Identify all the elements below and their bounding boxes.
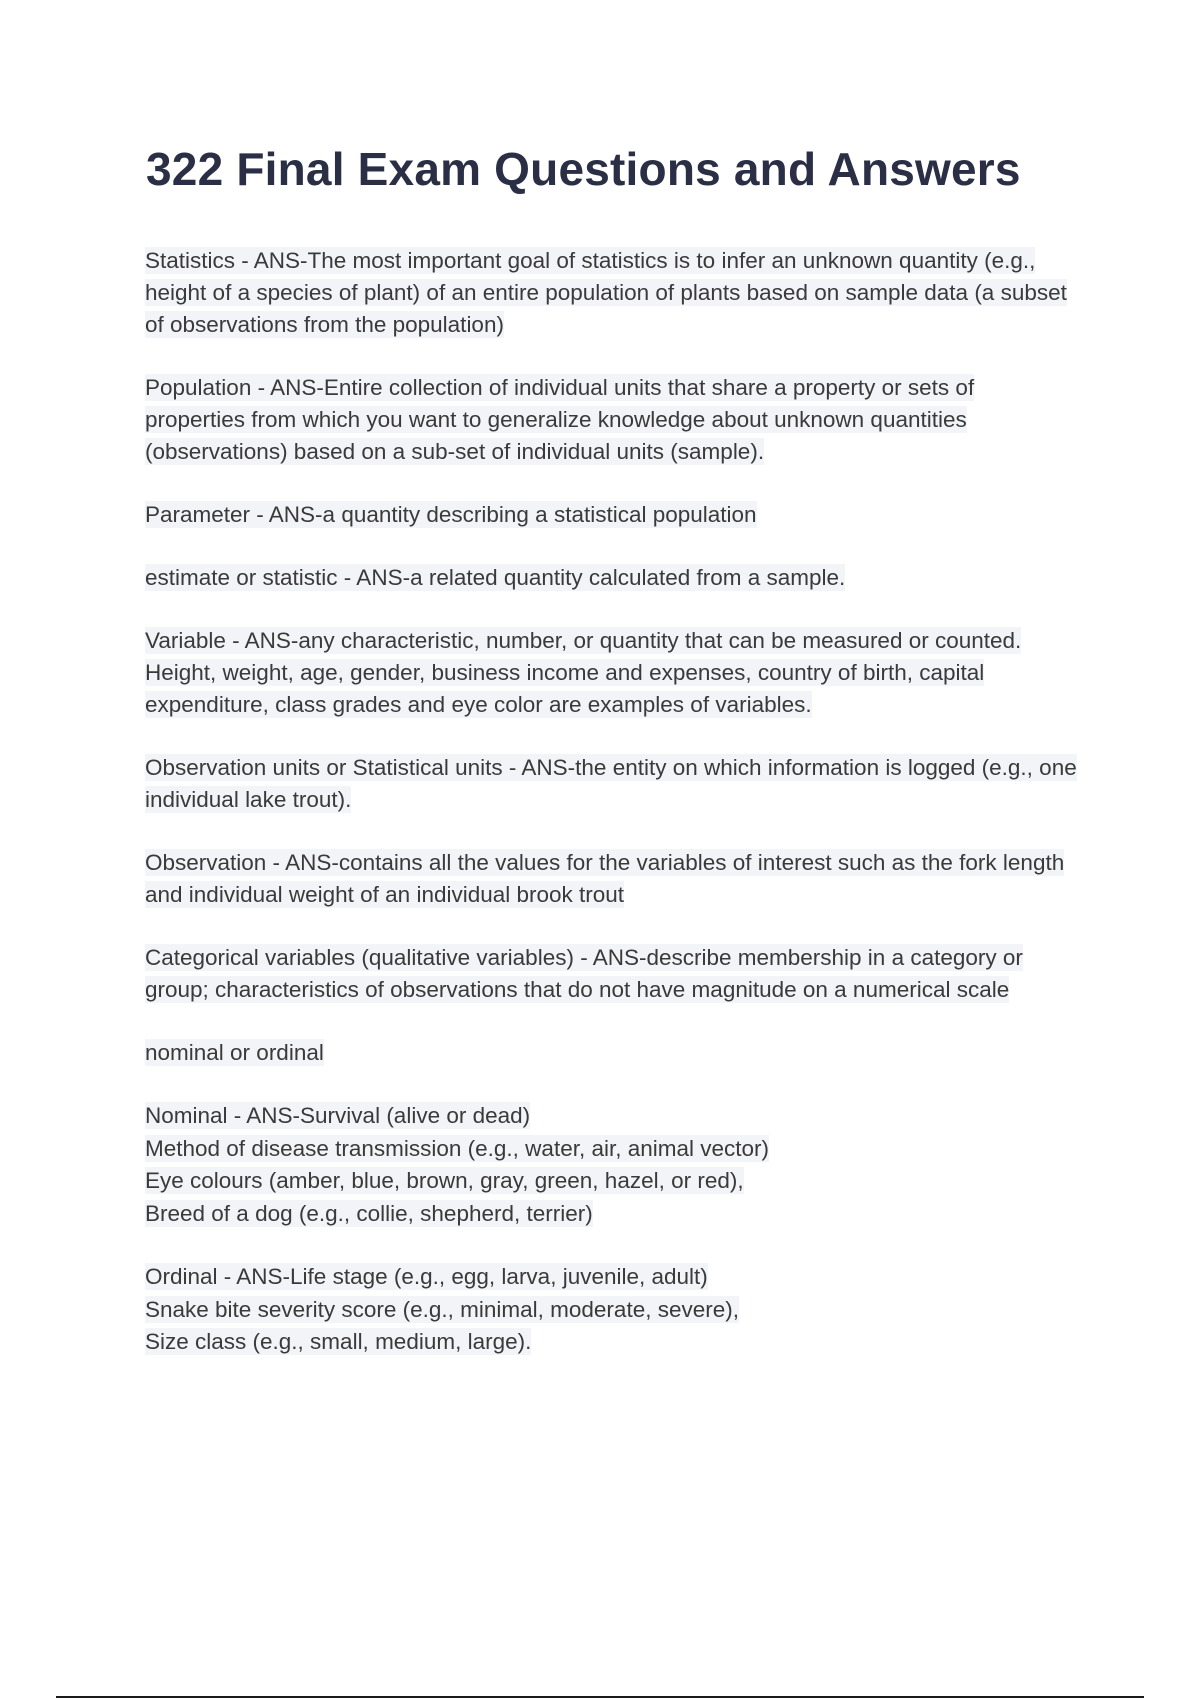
qa-line-text: Eye colours (amber, blue, brown, gray, green, hazel, or red), <box>145 1168 744 1193</box>
qa-entry-variable <box>145 625 1080 721</box>
page-title: 322 Final Exam Questions and Answers <box>146 143 1021 195</box>
qa-line-text: Snake bite severity score (e.g., minimal, moderate, severe), <box>145 1296 739 1322</box>
qa-entry-ordinal <box>145 1261 1080 1359</box>
qa-entry-statistics <box>145 245 1080 341</box>
qa-line-text: Method of disease transmission (e.g., water, air, animal vector) <box>145 1135 770 1161</box>
qa-entry-parameter <box>145 499 1080 531</box>
qa-entry-nominal <box>145 1100 1080 1230</box>
qa-entry-text: Observation units or Statistical units - ANS-the entity on which information is logged (e.g., one individual lake trout). <box>145 755 1077 812</box>
qa-line <box>145 1100 1080 1133</box>
qa-line <box>145 1326 1080 1359</box>
qa-entry-text: estimate or statistic - ANS-a related quantity calculated from a sample. <box>145 565 846 590</box>
qa-line <box>145 1198 1080 1231</box>
qa-entry-text: Categorical variables (qualitative variables) - ANS-describe membership in a category or group; characteristics of observations that do not have magnitude on a numerical scale <box>145 945 1023 1002</box>
qa-entry-nominal-or-ordinal <box>145 1037 1080 1069</box>
qa-line <box>145 1133 1080 1166</box>
qa-entry-text: Population - ANS-Entire collection of individual units that share a property or sets of properties from which you want to generalize knowledge about unknown quantities (observations) based on a sub-set of individual units (sample). <box>145 375 975 464</box>
qa-entry-estimate <box>145 562 1080 594</box>
qa-entry-text: Statistics - ANS-The most important goal of statistics is to infer an unknown quantity (e.g., height of a species of plant) of an entire population of plants based on sample data (a subset of observations from the population) <box>145 248 1067 337</box>
qa-entry-observation <box>145 847 1080 911</box>
qa-line-text: Breed of a dog (e.g., collie, shepherd, terrier) <box>145 1200 593 1226</box>
qa-entry-text: Variable - ANS-any characteristic, number, or quantity that can be measured or counted. Height, weight, age, gender, business income and expenses, country of birth, capital expenditure, class grades and eye color are examples of variables. <box>145 628 1022 717</box>
qa-line <box>145 1261 1080 1294</box>
qa-entry-text: nominal or ordinal <box>145 1040 324 1065</box>
qa-line <box>145 1165 1080 1198</box>
qa-line-text: Size class (e.g., small, medium, large). <box>145 1329 532 1354</box>
qa-entry-categorical-variables <box>145 942 1080 1006</box>
qa-list <box>145 245 1080 1390</box>
qa-entry-observation-units <box>145 752 1080 816</box>
qa-line <box>145 1294 1080 1327</box>
qa-entry-population <box>145 372 1080 468</box>
qa-line-text: Ordinal - ANS-Life stage (e.g., egg, larva, juvenile, adult) <box>145 1264 708 1289</box>
qa-entry-text: Parameter - ANS-a quantity describing a statistical population <box>145 502 757 527</box>
qa-line-text: Nominal - ANS-Survival (alive or dead) <box>145 1103 531 1128</box>
footer-divider <box>56 1696 1144 1698</box>
qa-entry-text: Observation - ANS-contains all the values for the variables of interest such as the fork length and individual weight of an individual brook trout <box>145 850 1065 907</box>
